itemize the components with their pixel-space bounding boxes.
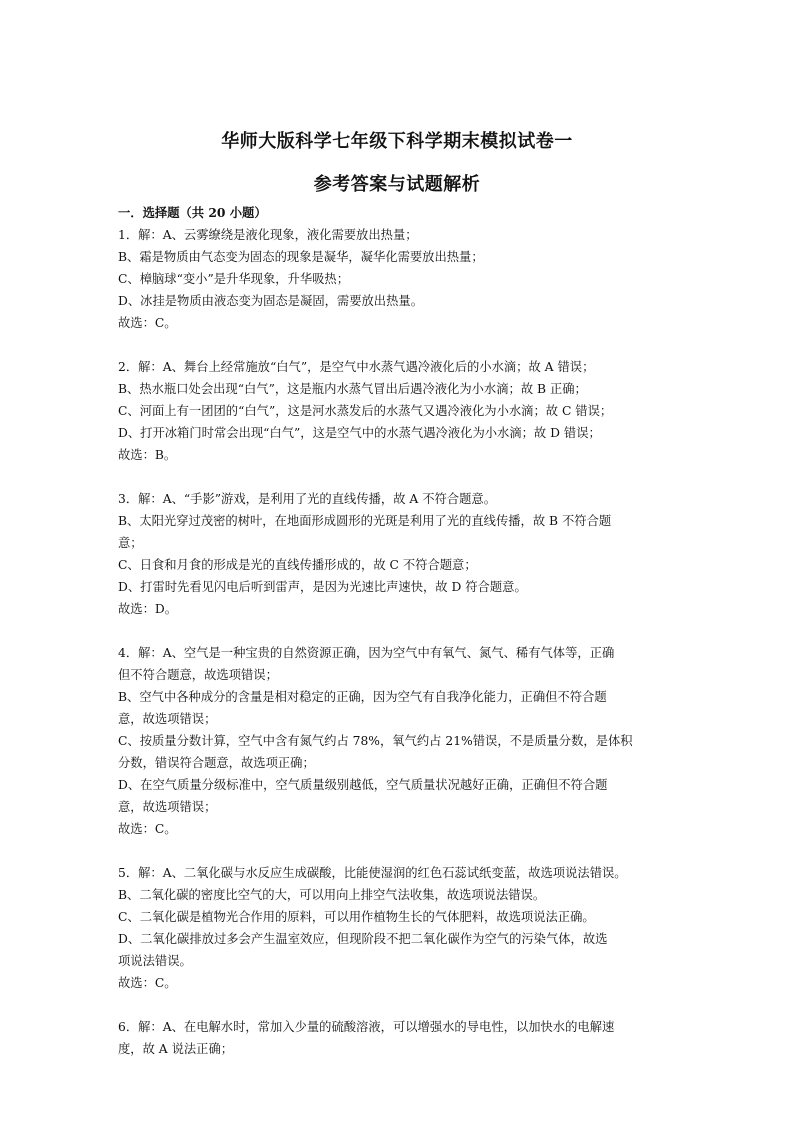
question-block-4 <box>118 642 678 840</box>
question-block-6 <box>118 1016 678 1060</box>
text-line: 意； <box>118 536 143 550</box>
text-line: 项说法错误。 <box>118 954 192 968</box>
text-line: D、打开冰箱门时常会出现“白气”，这是空气中的水蒸气遇冷液化为小水滴；故 D 错误； <box>118 426 601 440</box>
text-line: 意，故选项错误； <box>118 800 217 814</box>
spacer <box>118 620 678 642</box>
text-line: B、二氧化碳的密度比空气的大，可以用向上排空气法收集，故选项说法错误。 <box>118 888 546 902</box>
text-line: B、霜是物质由气态变为固态的现象是凝华，凝华化需要放出热量； <box>118 250 484 264</box>
text-line: D、在空气质量分级标准中，空气质量级别越低，空气质量状况越好正确，正确但不符合题 <box>118 778 608 792</box>
text-line: C、樟脑球“变小”是升华现象，升华吸热； <box>118 272 350 286</box>
document-title: 华师大版科学七年级下科学期末模拟试卷一 <box>221 131 573 152</box>
text-line: B、热水瓶口处会出现“白气”，这是瓶内水蒸气冒出后遇冷液化为小水滴；故 B 正确； <box>118 382 587 396</box>
text-line: 2．解：A、舞台上经常施放“白气”，是空气中水蒸气遇冷液化后的小水滴；故 A 错误； <box>118 360 595 374</box>
text-line: 4．解：A、空气是一种宝贵的自然资源正确，因为空气中有氧气、氮气、稀有气体等，正确 <box>118 646 615 660</box>
text-line: C、日食和月食的形成是光的直线传播形成的，故 C 不符合题意； <box>118 558 477 572</box>
text-line: 5．解：A、二氧化碳与水反应生成碳酸，比能使湿润的红色石蕊试纸变蓝，故选项说法错误。 <box>118 866 627 880</box>
answer-line: 故选：B。 <box>118 448 177 462</box>
text-line: 1．解：A、云雾缭绕是液化现象，液化需要放出热量； <box>118 228 418 242</box>
answer-line: 故选：C。 <box>118 976 177 990</box>
text-line: D、打雷时先看见闪电后听到雷声，是因为光速比声速快，故 D 符合题意。 <box>118 580 527 594</box>
document-subtitle: 参考答案与试题解析 <box>313 174 481 195</box>
spacer <box>118 334 678 356</box>
text-line: B、空气中各种成分的含量是相对稳定的正确，因为空气有自我净化能力，正确但不符合题 <box>118 690 607 704</box>
text-line: B、太阳光穿过茂密的树叶，在地面形成圆形的光斑是利用了光的直线传播，故 B 不符合题 <box>118 514 612 528</box>
spacer <box>118 840 678 862</box>
spacer <box>118 466 678 488</box>
question-block-1 <box>118 224 678 334</box>
text-line: 3．解：A、“手影”游戏，是利用了光的直线传播，故 A 不符合题意。 <box>118 492 496 506</box>
answer-line: 故选：D。 <box>118 602 178 616</box>
text-line: 分数，错误符合题意，故选项正确； <box>118 756 315 770</box>
answer-line: 故选：C。 <box>118 822 177 836</box>
spacer <box>118 994 678 1016</box>
text-line: 意，故选项错误； <box>118 712 217 726</box>
text-line: 但不符合题意，故选项错误； <box>118 668 278 682</box>
text-line: 度，故 A 说法正确； <box>118 1042 234 1056</box>
answer-line: 故选：C。 <box>118 316 177 330</box>
text-line: 6．解：A、在电解水时，常加入少量的硫酸溶液，可以增强水的导电性，以加快水的电解速 <box>118 1020 615 1034</box>
text-line: D、二氧化碳排放过多会产生温室效应，但现阶段不把二氧化碳作为空气的污染气体，故选 <box>118 932 608 946</box>
text-line: C、河面上有一团团的“白气”，这是河水蒸发后的水蒸气又遇冷液化为小水滴；故 C 错误； <box>118 404 613 418</box>
section-heading: 一．选择题（共 20 小题） <box>118 205 267 220</box>
text-line: D、冰挂是物质由液态变为固态是凝固，需要放出热量。 <box>118 294 423 308</box>
text-line: C、二氧化碳是植物光合作用的原料，可以用作植物生长的气体肥料，故选项说法正确。 <box>118 910 595 924</box>
answer-body <box>118 202 678 1060</box>
text-line: C、按质量分数计算，空气中含有氮气约占 78%，氧气约占 21%错误，不是质量分数，是体积 <box>118 734 633 748</box>
question-block-3 <box>118 488 678 620</box>
question-block-5 <box>118 862 678 994</box>
question-block-2 <box>118 356 678 466</box>
